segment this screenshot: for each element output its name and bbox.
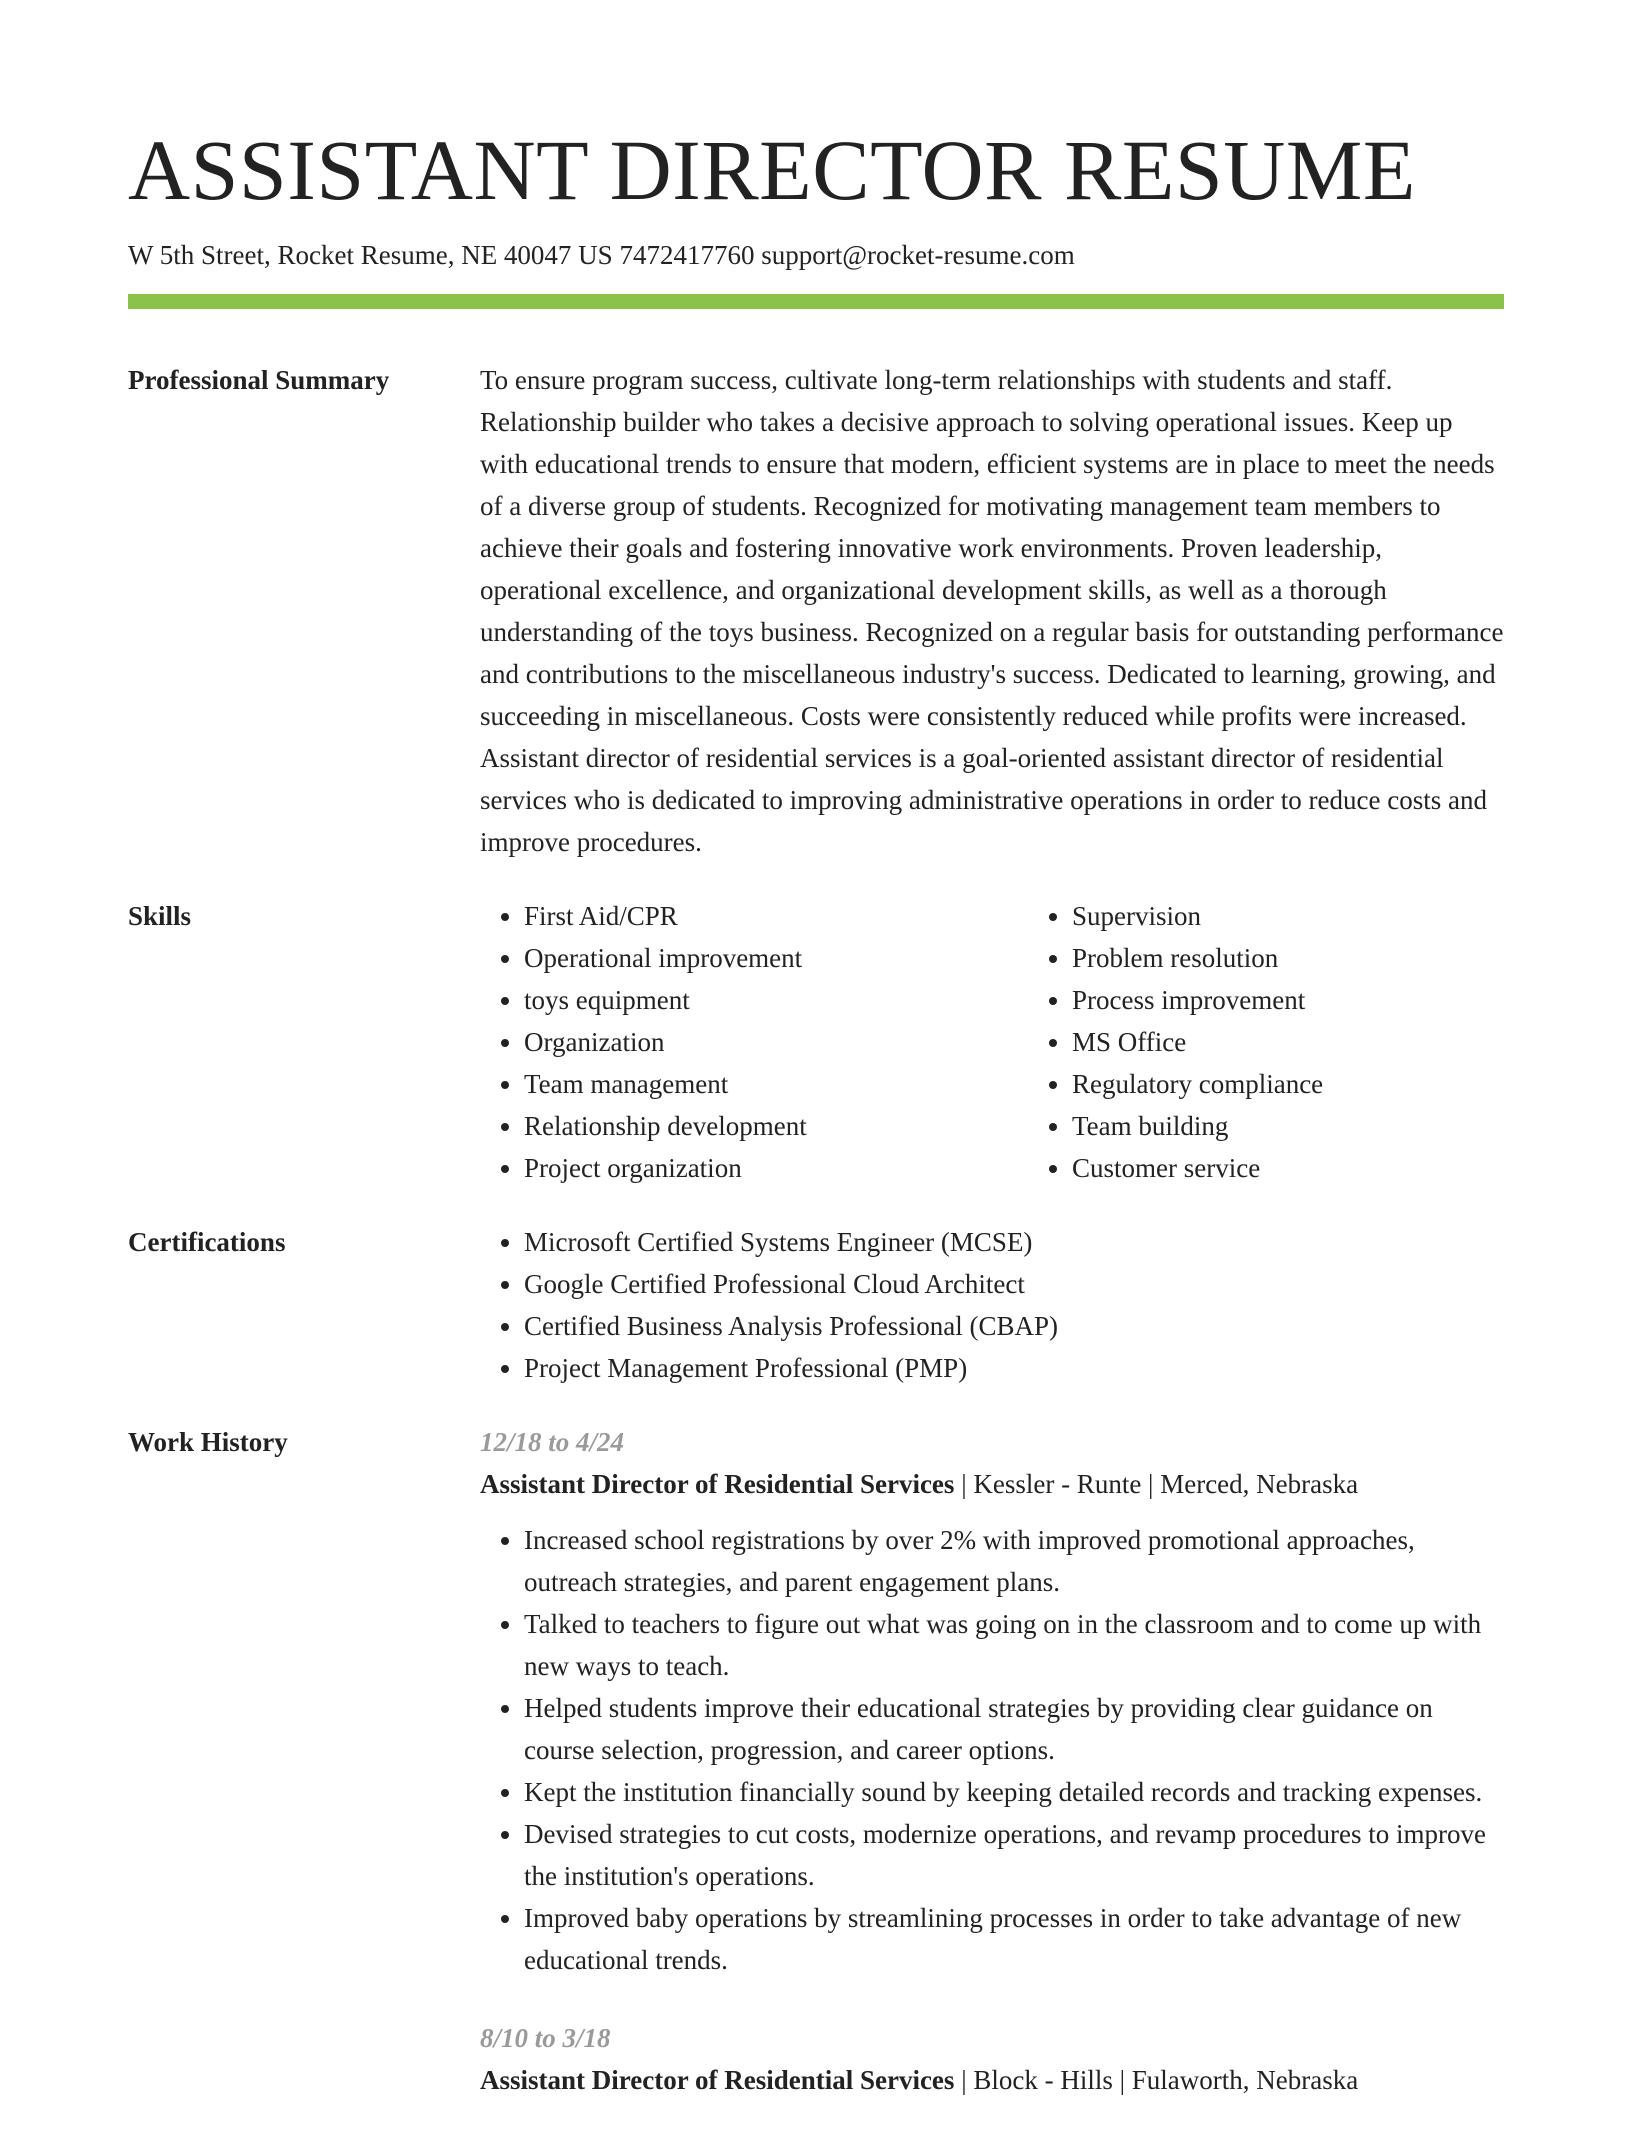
skill-item: • First Aid/CPR [524,895,1028,937]
section-certifications [128,1221,1504,1389]
section-skills [128,895,1504,1189]
job-title: Assistant Director of Residential Services [480,1469,955,1499]
section-professional-summary [128,359,1504,863]
skills-list-left [480,895,1028,1189]
certification-item: • Microsoft Certified Systems Engineer (MCSE) [524,1221,1504,1263]
skill-item: • Organization [524,1021,1028,1063]
skill-item: • Supervision [1072,895,1576,937]
contact-line: W 5th Street, Rocket Resume, NE 40047 US 7472417760 support@rocket-resume.com [128,240,1075,270]
skills-list-right [1028,895,1576,1189]
job-dates: 8/10 to 3/18 [480,2023,611,2053]
job-bullet: • Helped students improve their educational strategies by providing clear guidance on course selection, progression, and career options. [524,1687,1504,1771]
section-heading: Professional Summary [128,365,390,395]
work-history-body [480,1421,1504,2137]
skill-item: • Operational improvement [524,937,1028,979]
job-bullets [480,1519,1504,1981]
section-heading: Skills [128,901,192,931]
job-heading-line [480,2059,1504,2101]
skill-item: • Problem resolution [1072,937,1576,979]
resume-title: ASSISTANT DIRECTOR RESUME [128,122,1416,218]
job-entry [480,1421,1504,1981]
job-dates: 12/18 to 4/24 [480,1427,625,1457]
resume-page [128,118,1504,2137]
skill-item: • Project organization [524,1147,1028,1189]
job-bullet: • Devised strategies to cut costs, modernize operations, and revamp procedures to improve the institution's operations. [524,1813,1504,1897]
certifications-list [480,1221,1504,1389]
skills-columns [480,895,1576,1189]
skill-item: • toys equipment [524,979,1028,1021]
summary-text: To ensure program success, cultivate long-term relationships with students and staff. Relationship builder who takes a decisive approach to solving operational issues. Keep up with educational trends to ensure that modern, efficient systems are in place to meet the needs of a diverse group of students. Recognized for motivating management team members to achieve their goals and fostering innovative work environments. Proven leadership, operational excellence, and organizational development skills, as well as a thorough understanding of the toys business. Recognized on a regular basis for outstanding performance and contributions to the miscellaneous industry's success. Dedicated to learning, growing, and succeeding in miscellaneous. Costs were consistently reduced while profits were increased. Assistant director of residential services is a goal-oriented assistant director of residential services who is dedicated to improving administrative operations in order to reduce costs and improve procedures. [480,365,1504,857]
job-entry [480,2017,1504,2101]
certification-item: • Certified Business Analysis Professional (CBAP) [524,1305,1504,1347]
job-bullet: • Increased school registrations by over 2% with improved promotional approaches, outreach strategies, and parent engagement plans. [524,1519,1504,1603]
section-heading: Certifications [128,1227,286,1257]
skill-item: • Process improvement [1072,979,1576,1021]
section-body [480,359,1504,863]
skill-item: • Regulatory compliance [1072,1063,1576,1105]
skill-item: • Team building [1072,1105,1576,1147]
job-heading-line [480,1463,1504,1505]
job-title: Assistant Director of Residential Services [480,2065,955,2095]
job-bullet: • Improved baby operations by streamlining processes in order to take advantage of new educational trends. [524,1897,1504,1981]
section-heading: Work History [128,1427,288,1457]
accent-divider [128,294,1504,309]
certification-item: • Google Certified Professional Cloud Architect [524,1263,1504,1305]
job-employer-location: | Block - Hills | Fulaworth, Nebraska [954,2065,1359,2095]
section-body [480,1221,1504,1389]
job-bullet: • Kept the institution financially sound by keeping detailed records and tracking expenses. [524,1771,1504,1813]
skill-item: • Team management [524,1063,1028,1105]
job-bullet: • Talked to teachers to figure out what was going on in the classroom and to come up with new ways to teach. [524,1603,1504,1687]
skill-item: • Customer service [1072,1147,1576,1189]
skill-item: • MS Office [1072,1021,1576,1063]
job-employer-location: | Kessler - Runte | Merced, Nebraska [954,1469,1359,1499]
skill-item: • Relationship development [524,1105,1028,1147]
certification-item: • Project Management Professional (PMP) [524,1347,1504,1389]
section-work-history [128,1421,1504,2137]
